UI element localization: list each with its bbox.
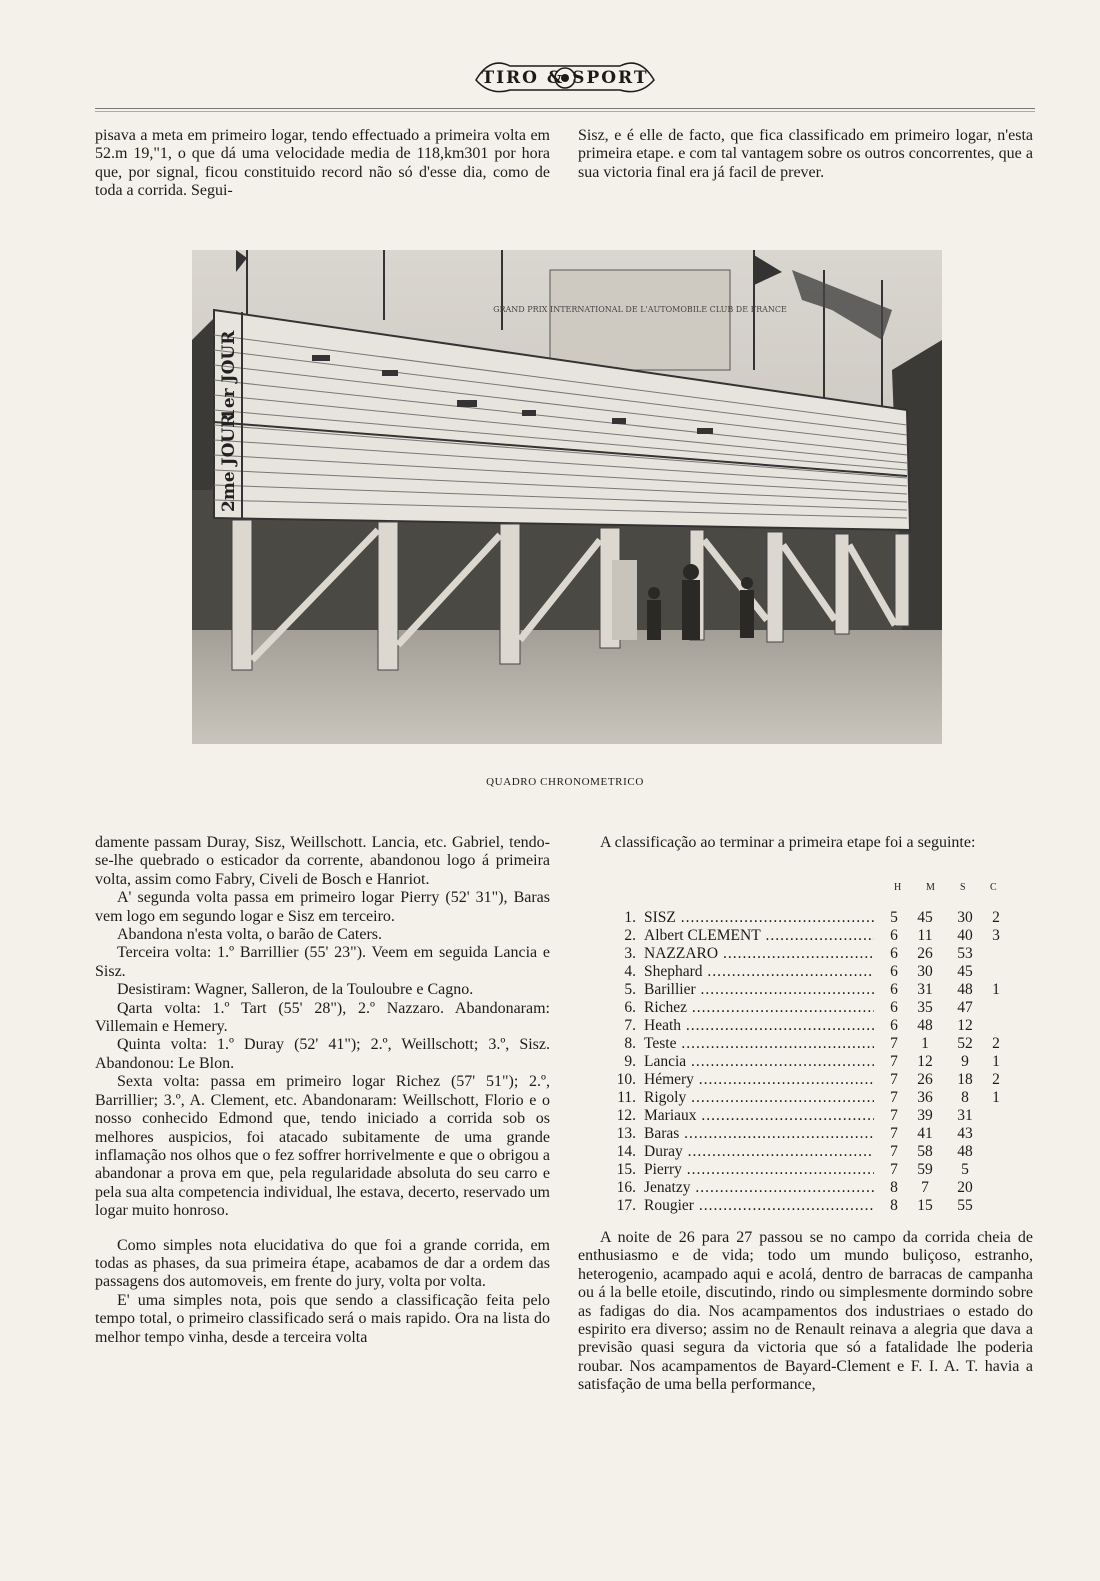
masthead-logo: [470, 46, 660, 102]
row-position: 9.: [624, 1053, 636, 1070]
row-position: 6.: [624, 999, 636, 1016]
row-position: 12.: [616, 1107, 636, 1124]
row-seconds: 45: [957, 963, 973, 980]
row-driver: Pierry .....: [644, 1161, 874, 1179]
row-hours: 6: [890, 999, 898, 1016]
row-driver: Jenatzy .....: [644, 1179, 874, 1197]
row-driver: Teste .....: [644, 1035, 874, 1053]
bottom-right-intro: [578, 834, 1033, 852]
row-position: 13.: [616, 1125, 636, 1142]
row-hours: 6: [890, 1017, 898, 1034]
classification-row: [600, 1125, 1020, 1143]
row-position: 7.: [624, 1017, 636, 1034]
header-rule-thin: [95, 111, 1035, 112]
row-minutes: 31: [917, 981, 933, 998]
row-driver: Hémery .....: [644, 1071, 874, 1089]
row-minutes: 41: [917, 1125, 933, 1142]
row-fraction: 2: [992, 1035, 1000, 1052]
row-minutes: 59: [917, 1161, 933, 1178]
row-position: 1.: [624, 909, 636, 926]
paragraph: Como simples nota elucidativa do que foi a grande corrida, em todas as phases, da sua primeira étape, acabamos de dar a ordem das passagens dos automoveis, em frente do jury, volta por volta.: [95, 1236, 550, 1291]
board-day2-label: 2me JOUR: [219, 413, 239, 512]
sign-text: GRAND PRIX INTERNATIONAL DE L'AUTOMOBILE CLUB DE FRANCE: [493, 305, 787, 314]
row-minutes: 7: [921, 1179, 929, 1196]
row-driver: Barillier .....: [644, 981, 874, 999]
row-hours: 7: [890, 1161, 898, 1178]
row-driver: SISZ .....: [644, 909, 874, 927]
row-driver: Albert CLEMENT .....: [644, 927, 874, 945]
row-seconds: 53: [957, 945, 973, 962]
row-hours: 7: [890, 1125, 898, 1142]
row-minutes: 36: [917, 1089, 933, 1106]
header-seconds: S: [960, 882, 966, 893]
header-fractions: C: [990, 882, 997, 893]
header-rule: [95, 108, 1035, 109]
row-driver: Duray .....: [644, 1143, 874, 1161]
row-hours: 6: [890, 981, 898, 998]
row-seconds: 18: [957, 1071, 973, 1088]
paragraph: Abandona n'esta volta, o barão de Caters.: [117, 926, 383, 944]
row-minutes: 39: [917, 1107, 933, 1124]
row-driver: NAZZARO .....: [644, 945, 874, 963]
row-position: 2.: [624, 927, 636, 944]
classification-row: [600, 909, 1020, 927]
paragraph: Quinta volta: 1.º Duray (52' 41"); 2.º, Weillschott; 3.º, Sisz. Abandonou: Le Blon.: [95, 1036, 550, 1072]
chronometer-board-photo: [192, 250, 942, 744]
row-driver: Shephard .....: [644, 963, 874, 981]
row-hours: 7: [890, 1035, 898, 1052]
row-fraction: 1: [992, 981, 1000, 998]
classification-row: [600, 963, 1020, 981]
classification-row: [600, 1107, 1020, 1125]
row-seconds: 31: [957, 1107, 973, 1124]
row-position: 16.: [616, 1179, 636, 1196]
row-position: 11.: [617, 1089, 636, 1106]
classification-row: [600, 1071, 1020, 1089]
photo-caption: QUADRO CHRONOMETRICO: [486, 776, 644, 788]
paragraph: Qarta volta: 1.º Tart (55' 28"), 2.º Nazzaro. Abandonaram: Villemain e Hemery.: [95, 999, 550, 1036]
classification-row: [600, 999, 1020, 1017]
header-hours: H: [894, 882, 902, 893]
row-hours: 8: [890, 1197, 898, 1214]
row-hours: 7: [890, 1143, 898, 1160]
row-position: 17.: [616, 1197, 636, 1214]
row-seconds: 55: [957, 1197, 973, 1214]
row-minutes: 15: [917, 1197, 933, 1214]
paragraph: Desistiram: Wagner, Salleron, de la Touloubre e Cagno.: [117, 981, 474, 999]
top-right-column: [578, 127, 1033, 182]
row-seconds: 47: [957, 999, 973, 1016]
row-minutes: 12: [917, 1053, 933, 1070]
row-fraction: 3: [992, 927, 1000, 944]
row-minutes: 48: [917, 1017, 933, 1034]
classification-row: [600, 1035, 1020, 1053]
row-seconds: 20: [957, 1179, 973, 1196]
paragraph: Terceira volta: 1.º Barrillier (55' 23"). Veem em seguida Lancia e Sisz.: [95, 944, 550, 980]
row-hours: 5: [890, 909, 898, 926]
row-driver: Mariaux .....: [644, 1107, 874, 1125]
classification-row: [600, 945, 1020, 963]
row-hours: 6: [890, 945, 898, 962]
row-hours: 7: [890, 1107, 898, 1124]
paragraph: E' uma simples nota, pois que sendo a classificação feita pelo tempo total, o primeiro classificado será o mais rapido. Ora na lista do melhor tempo vinha, desde a terceira volta: [95, 1291, 550, 1346]
bottom-right-closing: [578, 1229, 1033, 1395]
row-seconds: 30: [957, 909, 973, 926]
row-seconds: 8: [961, 1089, 969, 1106]
row-seconds: 52: [957, 1035, 973, 1052]
row-seconds: 48: [957, 1143, 973, 1160]
row-hours: 8: [890, 1179, 898, 1196]
row-minutes: 58: [917, 1143, 933, 1160]
classification-row: [600, 927, 1020, 945]
row-driver: Baras .....: [644, 1125, 874, 1143]
row-seconds: 12: [957, 1017, 973, 1034]
row-fraction: 2: [992, 1071, 1000, 1088]
row-seconds: 43: [957, 1125, 973, 1142]
board-day1-label: 1er JOUR: [219, 330, 239, 420]
row-fraction: 1: [992, 1089, 1000, 1106]
row-fraction: 1: [992, 1053, 1000, 1070]
row-minutes: 26: [917, 945, 933, 962]
classification-row: [600, 1017, 1020, 1035]
row-minutes: 35: [917, 999, 933, 1016]
classification-row: [600, 1089, 1020, 1107]
paragraph: Sexta volta: passa em primeiro logar Richez (57' 51"); 2.º, Barrillier; 3.º, A. Clement, etc. Abandonaram: Weillschott, Florio e o nosso conhecido Edmond que, tendo iniciado a corrida sob os melhores auspicios, foi atacado subitamente de uma grande inflamação nos olhos que o fez soffrer horrivelmente e que o obrigou a abandonar a prova em que, pela regularidade absoluta do seu carro e pela sua alta competencia individual, lhe estava, decerto, reservado um logar muito honroso.: [95, 1073, 550, 1220]
classification-row: [600, 1179, 1020, 1197]
paragraph: A' segunda volta passa em primeiro logar Pierry (52' 31"), Baras vem logo em segundo logar e Sisz em terceiro.: [95, 889, 550, 925]
row-driver: Rigoly .....: [644, 1089, 874, 1107]
row-hours: 6: [890, 963, 898, 980]
row-hours: 7: [890, 1089, 898, 1106]
row-fraction: 2: [992, 909, 1000, 926]
masthead-title: TIRO & SPORT: [481, 68, 649, 88]
row-seconds: 48: [957, 981, 973, 998]
classification-row: [600, 1143, 1020, 1161]
top-left-column: [95, 127, 550, 201]
top-right-paragraph: Sisz, e é elle de facto, que fica classificado em primeiro logar, n'esta primeira etape. e com tal vantagem sobre os outros concorrentes, que a sua victoria final era já facil de prever.: [578, 127, 1033, 181]
row-driver: Rougier .....: [644, 1197, 874, 1215]
row-seconds: 5: [961, 1161, 969, 1178]
row-position: 15.: [616, 1161, 636, 1178]
classification-row: [600, 1161, 1020, 1179]
paragraph: damente passam Duray, Sisz, Weillschott. Lancia, etc. Gabriel, tendo-se-lhe quebrado o esticador da corrente, abandonou logo á primeira volta, assim como Fabry, Civeli de Bosch e Hanriot.: [95, 834, 550, 888]
row-position: 4.: [624, 963, 636, 980]
row-seconds: 9: [961, 1053, 969, 1070]
row-hours: 7: [890, 1071, 898, 1088]
row-minutes: 30: [917, 963, 933, 980]
row-seconds: 40: [957, 927, 973, 944]
row-hours: 6: [890, 927, 898, 944]
row-driver: Richez .....: [644, 999, 874, 1017]
row-position: 14.: [616, 1143, 636, 1160]
closing-paragraph: A noite de 26 para 27 passou se no campo da corrida cheia de enthusiasmo e de vida; todo um mundo buliçoso, estranho, heterogenio, acampado aqui e acolá, dentro de barracas de campanha ou á la belle etoile, discutindo, rindo ou simplesmente dormindo sobre as fadigas do dia. Nos acampamentos dos industriaes o estado do espirito era diverso; assim no de Renault reinava a alegria que dava a previsão quasi segura da victoria que só a fatalidade lhe poderia roubar. Nos acampamentos de Bayard-Clement e F. I. A. T. havia a satisfação de uma bella performance,: [578, 1229, 1033, 1394]
top-left-paragraph: pisava a meta em primeiro logar, tendo effectuado a primeira volta em 52.m 19,"1, o que dá uma velocidade media de 118,km301 por hora que, por signal, ficou constituido record não só d'esse dia, como de toda a corrida. Segui-: [95, 127, 550, 200]
row-driver: Heath .....: [644, 1017, 874, 1035]
header-minutes: M: [926, 882, 935, 893]
row-position: 3.: [624, 945, 636, 962]
classification-table: [600, 909, 1020, 1215]
row-minutes: 26: [917, 1071, 933, 1088]
classification-row: [600, 981, 1020, 999]
classification-row: [600, 1053, 1020, 1071]
row-minutes: 1: [921, 1035, 929, 1052]
row-position: 8.: [624, 1035, 636, 1052]
bottom-left-column: [95, 834, 550, 1347]
row-driver: Lancia .....: [644, 1053, 874, 1071]
row-hours: 7: [890, 1053, 898, 1070]
classification-intro: A classificação ao terminar a primeira etape foi a seguinte:: [600, 834, 976, 851]
row-minutes: 45: [917, 909, 933, 926]
classification-row: [600, 1197, 1020, 1215]
row-minutes: 11: [917, 927, 933, 944]
row-position: 10.: [616, 1071, 636, 1088]
row-position: 5.: [624, 981, 636, 998]
